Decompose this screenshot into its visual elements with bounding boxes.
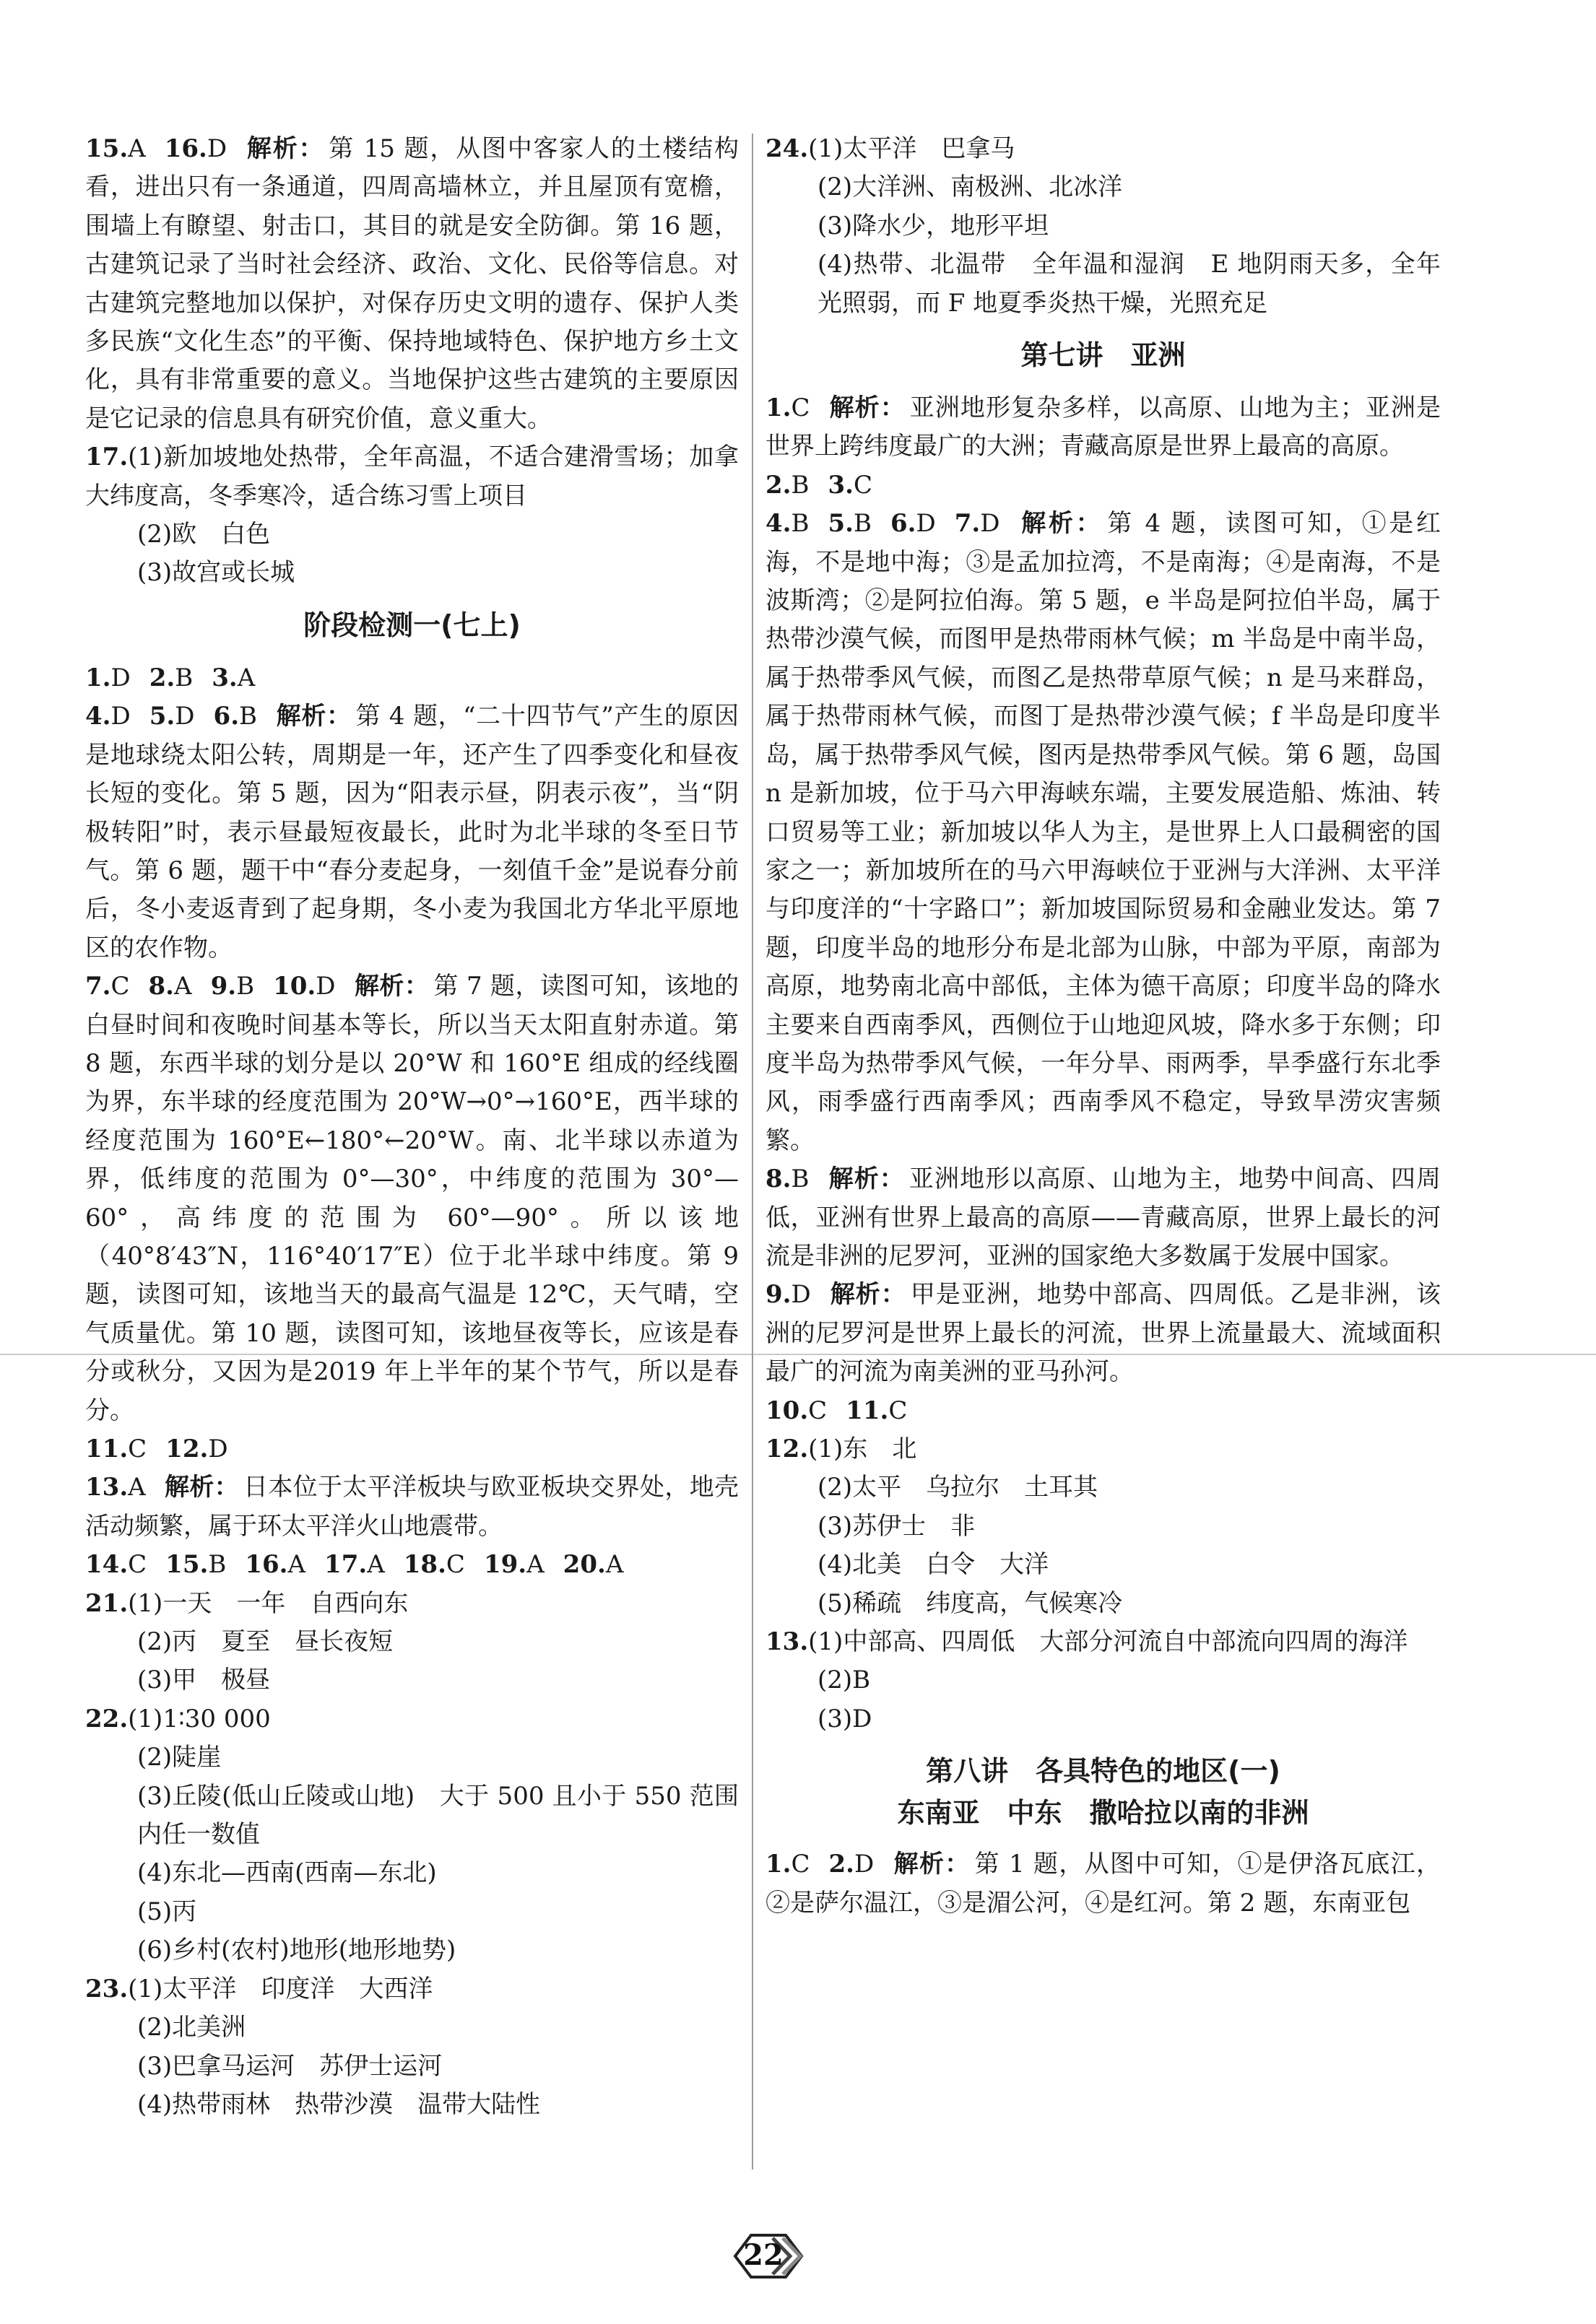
answer-letter: A xyxy=(128,1473,146,1502)
answer-part: (3)丘陵(低山丘陵或山地) 大于 500 且小于 550 范围内任一数值 xyxy=(137,1781,739,1850)
answer-letter: A xyxy=(237,663,256,692)
answer-part: (3)D xyxy=(817,1704,872,1733)
answer-q21 xyxy=(85,1585,739,1623)
answer-q12 xyxy=(766,1430,1441,1468)
section-title: 第八讲 各具特色的地区(一) xyxy=(926,1755,1280,1788)
answer-letter: C xyxy=(888,1396,908,1425)
question-number: 24. xyxy=(766,134,809,163)
question-number: 3. xyxy=(212,663,238,692)
question-number: 13. xyxy=(766,1627,809,1657)
question-number: 5. xyxy=(828,509,854,539)
answer-part: (4)北美 白令 大洋 xyxy=(817,1550,1049,1580)
page-number: 22 xyxy=(743,2238,784,2272)
answer-part: (2)大洋洲、南极洲、北冰洋 xyxy=(817,173,1123,202)
question-number: 17. xyxy=(324,1550,368,1580)
answer-part: (1)1∶30 000 xyxy=(128,1704,271,1733)
page-number-badge xyxy=(729,2231,809,2281)
question-number: 4. xyxy=(85,702,111,731)
question-number: 4. xyxy=(766,509,792,539)
analysis-label: 解析： xyxy=(893,1850,971,1879)
analysis-label: 解析： xyxy=(276,702,352,731)
question-number: 9. xyxy=(210,972,237,1001)
answer-q13-right xyxy=(766,1623,1441,1661)
answer-q7-10 xyxy=(85,967,739,1430)
answer-letter: C xyxy=(854,470,873,500)
answer-letter: B xyxy=(791,1165,810,1194)
question-number: 2. xyxy=(828,1850,855,1879)
answer-letter: A xyxy=(287,1550,306,1580)
analysis-text: 第 4 题，“二十四节气”产生的原因是地球绕太阳公转，周期是一年，还产生了四季变化和昼夜长短的变化。第 5 题，因为“阳表示昼，阴表示夜”，当“阴极转阳”时，表示昼最短夜最长，此时为北半球的冬至日节气。第 6 题，题干中“春分麦起身，一刻值千金”是说春分前后，冬小麦返青到了起身期，冬小麦为我国北方华北平原地区的农作物。 xyxy=(85,702,739,962)
question-number: 16. xyxy=(245,1550,288,1580)
answer-q9 xyxy=(766,1276,1441,1391)
right-column xyxy=(766,130,1441,1923)
answer-letter: C xyxy=(110,972,130,1001)
answer-letter: D xyxy=(791,1280,811,1310)
answer-part: (5)稀疏 纬度高，气候寒冷 xyxy=(817,1588,1123,1618)
analysis-text: 亚洲地形复杂多样，以高原、山地为主；亚洲是世界上跨纬度最广的大洲；青藏高原是世界上最高的高原。 xyxy=(766,393,1441,461)
analysis-label: 解析： xyxy=(1018,509,1103,539)
answer-row-10-11 xyxy=(766,1392,1441,1430)
question-number: 7. xyxy=(954,509,981,539)
answer-part: (3)甲 极昼 xyxy=(137,1666,271,1695)
answer-row-1-3 xyxy=(85,659,739,697)
answer-letter: B xyxy=(854,509,872,539)
question-number: 6. xyxy=(890,509,916,539)
analysis-text: 甲是亚洲，地势中部高、四周低。乙是非洲，该洲的尼罗河是世界上最长的河流，世界上流量最大、流域面积最广的河流为南美洲的亚马孙河。 xyxy=(766,1280,1441,1387)
answer-letter: D xyxy=(110,702,131,731)
answer-part: (2)太平 乌拉尔 土耳其 xyxy=(817,1473,1098,1502)
answer-q17 xyxy=(85,438,739,515)
answer-row-2-3 xyxy=(766,466,1441,505)
question-number: 21. xyxy=(85,1588,129,1618)
answer-letter: D xyxy=(110,663,131,692)
question-number: 7. xyxy=(85,972,111,1001)
answer-letter: B xyxy=(236,972,255,1001)
question-number: 18. xyxy=(403,1550,446,1580)
question-number: 11. xyxy=(846,1396,889,1425)
answer-part: (6)乡村(农村)地形(地形地势) xyxy=(137,1936,456,1965)
question-number: 12. xyxy=(766,1435,809,1463)
answer-part: (2)欧 白色 xyxy=(137,520,271,549)
question-number: 10. xyxy=(766,1396,809,1425)
question-number: 1. xyxy=(766,1850,792,1879)
answer-q22 xyxy=(85,1700,739,1738)
analysis-label: 解析： xyxy=(828,393,906,423)
answer-part: (2)B xyxy=(817,1666,871,1695)
answer-part: (2)丙 夏至 昼长夜短 xyxy=(137,1627,394,1657)
answer-q8 xyxy=(766,1160,1441,1276)
answer-q4-6 xyxy=(85,697,739,967)
answer-part: (3)苏伊士 非 xyxy=(817,1511,976,1541)
answer-part: (1)新加坡地处热带，全年高温，不适合建滑雪场；加拿大纬度高，冬季寒冷，适合练习雪上项目 xyxy=(85,443,739,510)
question-number: 20. xyxy=(563,1550,606,1580)
answer-row-14-20 xyxy=(85,1546,739,1584)
answer-q23 xyxy=(85,1970,739,2009)
answer-letter: C xyxy=(791,1850,810,1879)
question-number: 5. xyxy=(149,702,175,731)
answer-part: (4)热带雨林 热带沙漠 温带大陆性 xyxy=(137,2089,541,2119)
answer-q1-2 xyxy=(766,1845,1441,1923)
answer-part: (4)东北—西南(西南—东北) xyxy=(137,1858,437,1888)
answer-q4-7 xyxy=(766,505,1441,1160)
answer-part: (5)丙 xyxy=(137,1897,197,1926)
analysis-text: 第 4 题，读图可知，①是红海，不是地中海；③是孟加拉湾，不是南海；④是南海，不是波斯湾；②是阿拉伯海。第 5 题，e 半岛是阿拉伯半岛，属于热带沙漠气候，而图甲是热带雨林气候；m 半岛是中南半岛，属于热带季风气候，而图乙是热带草原气候；n 是马来群岛，属于热带雨林气候，而图丁是热带沙漠气候；f 半岛是印度半岛，属于热带季风气候，图丙是热带季风气候。第 6 题，岛国 n 是新加坡，位于马六甲海峡东端，主要发展造船、炼油、转口贸易等工业；新加坡以华人为主，是世界上人口最稠密的国家之一；新加坡所在的马六甲海峡位于亚洲与大洋洲、太平洋与印度洋的“十字路口”；新加坡国际贸易和金融业发达。第 7 题，印度半岛的地形分布是北部为山脉，中部为平原，南部为高原，地势南北高中部低，主体为德干高原；印度半岛的降水主要来自西南季风，西侧位于山地迎风坡，降水多于东侧；印度半岛为热带季风气候，一年分旱、雨两季，旱季盛行东北季风，雨季盛行西南季风；西南季风不稳定，导致旱涝灾害频繁。 xyxy=(766,509,1441,1155)
answer-part: (3)降水少，地形平坦 xyxy=(817,211,1049,240)
question-number: 11. xyxy=(85,1435,129,1463)
question-number: 2. xyxy=(766,470,792,500)
answer-letter: A xyxy=(128,134,146,163)
answer-q13 xyxy=(85,1468,739,1546)
question-number: 13. xyxy=(85,1473,129,1502)
question-number: 16. xyxy=(164,134,207,163)
answer-letter: C xyxy=(808,1396,828,1425)
question-number: 23. xyxy=(85,1974,129,2003)
question-number: 19. xyxy=(483,1550,527,1580)
question-number: 2. xyxy=(149,663,175,692)
column-divider xyxy=(752,134,753,2169)
question-number: 14. xyxy=(85,1550,129,1580)
answer-q15-16 xyxy=(85,130,739,438)
answer-letter: C xyxy=(791,393,810,423)
analysis-text: 日本位于太平洋板块与欧亚板块交界处，地壳活动频繁，属于环太平洋火山地震带。 xyxy=(85,1473,740,1541)
answer-q24 xyxy=(766,130,1441,168)
analysis-label: 解析： xyxy=(829,1280,906,1310)
answer-part: (3)巴拿马运河 苏伊士运河 xyxy=(137,2051,443,2081)
section-title: 第七讲 亚洲 xyxy=(1020,339,1186,372)
question-number: 8. xyxy=(148,972,175,1001)
section-subtitle: 东南亚 中东 撒哈拉以南的非洲 xyxy=(897,1797,1309,1829)
answer-part: (1)太平洋 印度洋 大西洋 xyxy=(128,1974,433,2003)
answer-letter: B xyxy=(175,663,194,692)
answer-letter: B xyxy=(791,470,810,500)
analysis-label: 解析： xyxy=(164,1473,239,1502)
question-number: 3. xyxy=(828,470,854,500)
answer-part: (1)太平洋 巴拿马 xyxy=(808,134,1015,163)
answer-letter: A xyxy=(367,1550,385,1580)
answer-part: (1)中部高、四周低 大部分河流自中部流向四周的海洋 xyxy=(808,1627,1408,1657)
analysis-text: 第 1 题，从图中可知，①是伊洛瓦底江，②是萨尔温江，③是湄公河，④是红河。第 2 题，东南亚包 xyxy=(766,1850,1441,1918)
answer-letter: A xyxy=(174,972,192,1001)
question-number: 1. xyxy=(766,393,792,423)
answer-letter: D xyxy=(175,702,195,731)
left-column xyxy=(85,130,739,2124)
answer-row-11-12 xyxy=(85,1430,739,1468)
answer-part: (4)热带、北温带 全年温和湿润 E 地阴雨天多，全年光照弱，而 F 地夏季炎热干燥，光照充足 xyxy=(817,250,1441,318)
answer-letter: D xyxy=(316,972,336,1001)
analysis-label: 解析： xyxy=(246,134,325,163)
question-number: 10. xyxy=(273,972,316,1001)
answer-part: (2)北美洲 xyxy=(137,2013,246,2042)
question-number: 9. xyxy=(766,1280,792,1310)
question-number: 12. xyxy=(165,1435,209,1463)
answer-letter: C xyxy=(128,1550,147,1580)
answer-letter: B xyxy=(791,509,810,539)
answer-q1 xyxy=(766,389,1441,466)
answer-letter: B xyxy=(239,702,258,731)
analysis-label: 解析： xyxy=(828,1165,905,1194)
analysis-text: 第 7 题，读图可知，该地的白昼时间和夜晚时间基本等长，所以当天太阳直射赤道。第 8 题，东西半球的划分是以 20°W 和 160°E 组成的经线圈为界，东半球的经度范围为 20°W→0°→160°E，西半球的经度范围为 160°E←180°←20°W。南、北半球以赤道为界，低纬度的范围为 0°—30°，中纬度的范围为 30°—60°，高纬度的范围为 60°—90°。所以该地（40°8′43″N，116°40′17″E）位于北半球中纬度。第 9 题，读图可知，该地当天的最高气温是 12℃，天气晴，空气质量优。第 10 题，读图可知，该地昼夜等长，应该是春分或秋分，又因为是2019 年上半年的某个节气，所以是春分。 xyxy=(85,972,739,1425)
answer-letter: D xyxy=(916,509,936,539)
question-number: 15. xyxy=(85,134,129,163)
question-number: 1. xyxy=(85,663,111,692)
answer-letter: A xyxy=(605,1550,624,1580)
question-number: 17. xyxy=(85,443,129,472)
answer-part: (3)故宫或长城 xyxy=(137,558,295,588)
answer-letter: C xyxy=(446,1550,465,1580)
section-title: 阶段检测一(七上) xyxy=(303,609,521,641)
answer-letter: B xyxy=(208,1550,227,1580)
answer-part: (2)陡崖 xyxy=(137,1743,222,1772)
analysis-text: 亚洲地形以高原、山地为主，地势中间高、四周低，亚洲有世界上最高的高原——青藏高原，世界上最长的河流是非洲的尼罗河，亚洲的国家绝大多数属于发展中国家。 xyxy=(766,1165,1441,1271)
answer-letter: D xyxy=(980,509,1000,539)
answer-part: (1)一天 一年 自西向东 xyxy=(128,1588,409,1618)
question-number: 6. xyxy=(213,702,240,731)
analysis-text: 第 15 题，从图中客家人的土楼结构看，进出只有一条通道，四周高墙林立，并且屋顶有宽檐，围墙上有瞭望、射击口，其目的就是安全防御。第 16 题，古建筑记录了当时社会经济、政治、文化、民俗等信息。对古建筑完整地加以保护，对保存历史文明的遗存、保护人类多民族“文化生态”的平衡、保持地域特色、保护地方乡土文化，具有非常重要的意义。当地保护这些古建筑的主要原因是它记录的信息具有研究价值，意义重大。 xyxy=(85,134,739,433)
answer-letter: D xyxy=(207,134,227,163)
analysis-label: 解析： xyxy=(354,972,430,1001)
question-number: 22. xyxy=(85,1704,129,1733)
answer-letter: D xyxy=(208,1435,228,1463)
question-number: 15. xyxy=(165,1550,209,1580)
answer-part: (1)东 北 xyxy=(808,1435,917,1463)
answer-letter: A xyxy=(526,1550,545,1580)
answer-letter: D xyxy=(854,1850,875,1879)
question-number: 8. xyxy=(766,1165,792,1194)
answer-letter: C xyxy=(128,1435,147,1463)
